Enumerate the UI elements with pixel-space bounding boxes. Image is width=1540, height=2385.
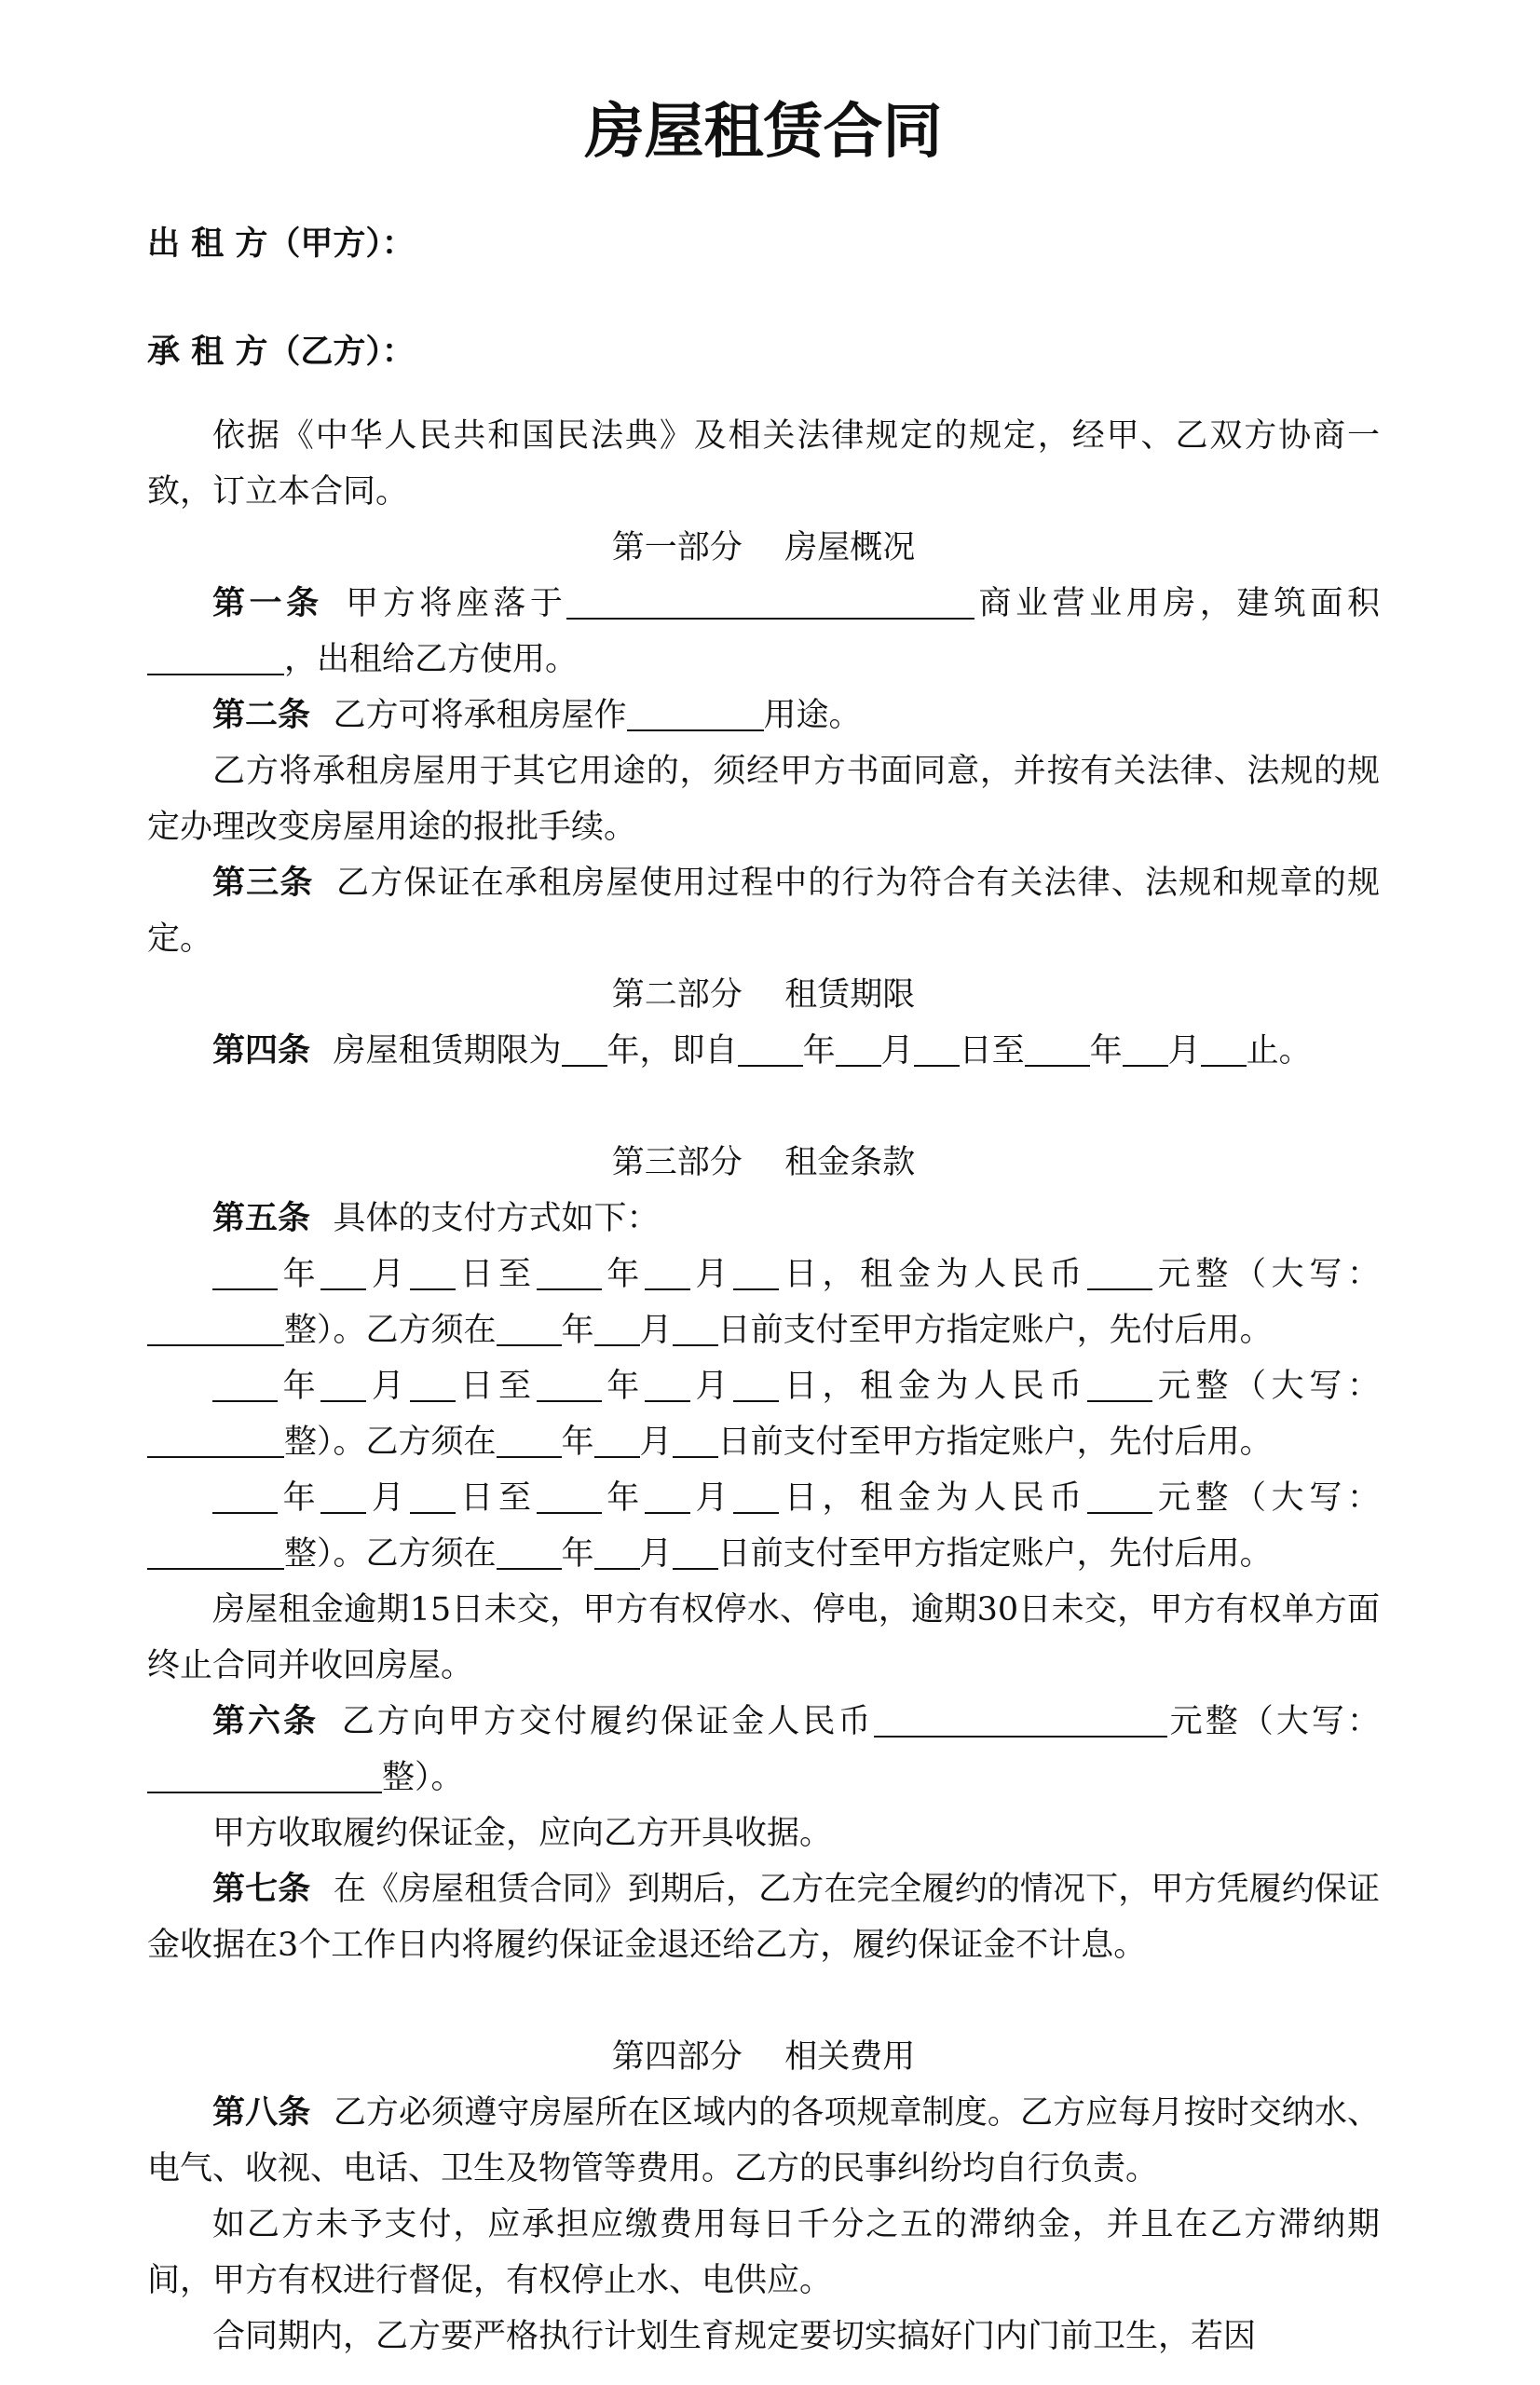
due-day-blank[interactable] [673,1535,718,1570]
due-month-blank[interactable] [594,1424,640,1458]
to-day-blank[interactable] [733,1368,779,1402]
article-label: 第六条 [212,1702,320,1740]
article-label: 第三条 [212,864,314,902]
article-7: 第七条 在《房屋租赁合同》到期后，乙方在完全履约的情况下，甲方凭履约保证金收据在3个工作日内将履约保证金退还给乙方，履约保证金不计息。 [147,1870,1380,1964]
to-day-blank[interactable] [733,1479,779,1514]
article-5: 第五条 具体的支付方式如下： [212,1199,660,1237]
to-day-blank[interactable] [733,1256,779,1290]
article-4: 第四条 房屋租赁期限为 年，即自 年 月 日至 年 月 止。 [212,1031,1312,1070]
article-label: 第四条 [212,1031,311,1070]
from-day-blank[interactable] [410,1256,456,1290]
to-month-blank[interactable] [645,1368,690,1402]
to-year-blank[interactable] [537,1256,602,1290]
lessor-label: 出 租 方（甲方）： [147,225,415,263]
usage-blank[interactable] [627,697,764,731]
due-month-blank[interactable] [594,1535,640,1570]
section-heading-part1: 第一部分 房屋概况 [611,529,916,566]
section-heading-part3: 第三部分 租金条款 [611,1144,916,1181]
start-month-blank[interactable] [836,1032,881,1067]
payment-installment-3: 年 月 日至 年 月 日，租金为人民币 元整（大写：整）。乙方须在 年 月 日前支付至甲方指定账户，先付后用。 [147,1470,1380,1582]
deposit-words-blank[interactable] [147,1759,382,1793]
due-year-blank[interactable] [497,1312,562,1346]
start-year-blank[interactable] [738,1032,803,1067]
document-title: 房屋租赁合同 [584,98,943,167]
due-day-blank[interactable] [673,1312,718,1346]
from-year-blank[interactable] [212,1368,278,1402]
article-3: 第三条 乙方保证在承租房屋使用过程中的行为符合有关法律、法规和规章的规定。 [147,864,1380,958]
due-day-blank[interactable] [673,1424,718,1458]
from-day-blank[interactable] [410,1368,456,1402]
section-heading-part4: 第四部分 相关费用 [611,2038,916,2076]
intro-paragraph: 依据《中华人民共和国民法典》及相关法律规定的规定，经甲、乙双方协商一致，订立本合同。 [147,417,1380,511]
amount-words-blank[interactable] [147,1535,284,1570]
article-6-paragraph-2: 甲方收取履约保证金，应向乙方开具收据。 [212,1815,833,1852]
section-heading-part2: 第二部分 租赁期限 [611,976,916,1014]
lessee-label: 承 租 方（乙方）： [147,333,415,371]
from-month-blank[interactable] [320,1479,366,1514]
address-blank[interactable] [566,585,974,620]
area-blank[interactable] [147,641,284,675]
due-year-blank[interactable] [497,1424,562,1458]
payment-installment-2: 年 月 日至 年 月 日，租金为人民币 元整（大写：整）。乙方须在 年 月 日前支付至甲方指定账户，先付后用。 [147,1358,1380,1470]
article-label: 第二条 [212,696,311,734]
article-8-paragraph-2: 如乙方未予支付，应承担应缴费用每日千分之五的滞纳金，并且在乙方滞纳期间，甲方有权进行督促，有权停止水、电供应。 [147,2206,1380,2299]
amount-words-blank[interactable] [147,1424,284,1458]
article-6: 第六条 乙方向甲方交付履约保证金人民币 元整（大写：整）。 [147,1694,1380,1806]
article-1: 第一条 甲方将座落于 商业营业用房，建筑面积，出租给乙方使用。 [147,576,1380,688]
end-day-blank[interactable] [1201,1032,1247,1067]
article-label: 第一条 [212,584,323,622]
deposit-amount-blank[interactable] [874,1703,1167,1738]
from-year-blank[interactable] [212,1256,278,1290]
end-month-blank[interactable] [1123,1032,1168,1067]
article-8-paragraph-3: 合同期内，乙方要严格执行计划生育规定要切实搞好门内门前卫生，若因 [212,2318,1257,2355]
amount-words-blank[interactable] [147,1312,284,1346]
amount-blank[interactable] [1087,1479,1152,1514]
article-label: 第七条 [212,1870,311,1908]
amount-blank[interactable] [1087,1256,1152,1290]
article-label: 第五条 [212,1199,311,1237]
article-2-paragraph-2: 乙方将承租房屋用于其它用途的，须经甲方书面同意，并按有关法律、法规的规定办理改变房屋用途的报批手续。 [147,753,1380,846]
from-month-blank[interactable] [320,1256,366,1290]
due-year-blank[interactable] [497,1535,562,1570]
end-year-blank[interactable] [1025,1032,1090,1067]
article-label: 第八条 [212,2093,311,2132]
late-payment-paragraph: 房屋租金逾期15日未交，甲方有权停水、停电，逾期30日未交，甲方有权单方面终止合同并收回房屋。 [147,1591,1380,1684]
to-year-blank[interactable] [537,1368,602,1402]
amount-blank[interactable] [1087,1368,1152,1402]
article-8: 第八条 乙方必须遵守房屋所在区域内的各项规章制度。乙方应每月按时交纳水、电气、收视、电话、卫生及物管等费用。乙方的民事纠纷均自行负责。 [147,2093,1380,2187]
from-year-blank[interactable] [212,1479,278,1514]
payment-installment-1: 年 月 日至 年 月 日，租金为人民币 元整（大写：整）。乙方须在 年 月 日前支付至甲方指定账户，先付后用。 [147,1247,1380,1358]
to-year-blank[interactable] [537,1479,602,1514]
article-2: 第二条 乙方可将承租房屋作 用途。 [212,696,862,734]
term-years-blank[interactable] [562,1032,607,1067]
from-day-blank[interactable] [410,1479,456,1514]
to-month-blank[interactable] [645,1479,690,1514]
start-day-blank[interactable] [914,1032,960,1067]
from-month-blank[interactable] [320,1368,366,1402]
due-month-blank[interactable] [594,1312,640,1346]
to-month-blank[interactable] [645,1256,690,1290]
